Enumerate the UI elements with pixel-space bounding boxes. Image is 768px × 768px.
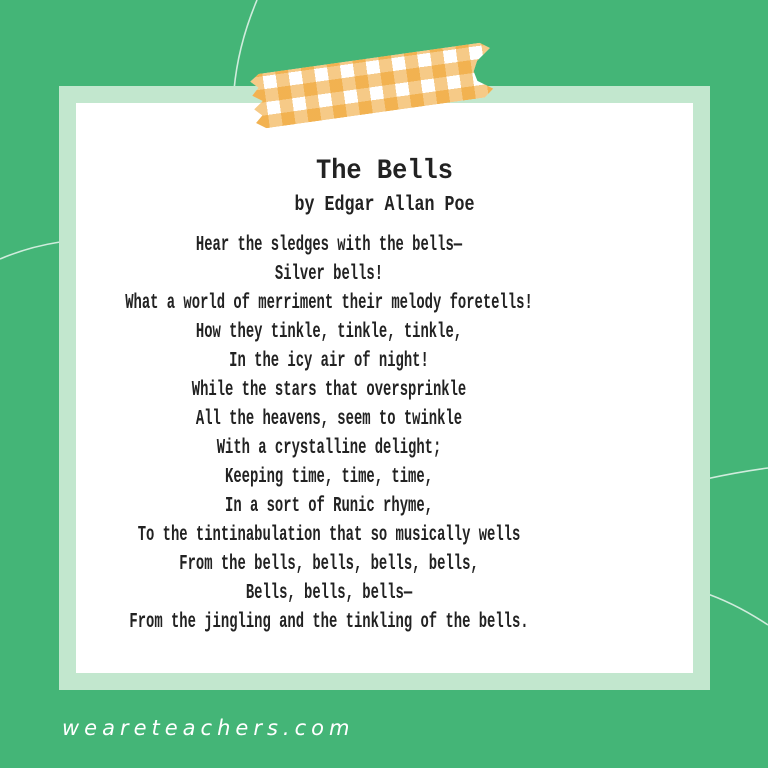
arc-right — [706, 468, 768, 479]
poem-line: From the bells, bells, bells, bells, — [179, 553, 479, 576]
poem-line: From the jingling and the tinkling of the bells. — [129, 611, 529, 634]
poem-line: In the icy air of night! — [229, 350, 429, 373]
poem-line: While the stars that oversprinkle — [191, 379, 467, 402]
poem-byline: by Edgar Allan Poe — [294, 194, 475, 217]
poem-line: How they tinkle, tinkle, tinkle, — [195, 321, 463, 344]
poem-line: Bells, bells, bells— — [245, 582, 413, 605]
poem-card-inner — [76, 103, 693, 673]
poem-title: The Bells — [315, 156, 454, 187]
poem-line: Keeping time, time, time, — [225, 466, 433, 489]
poem-line: To the tintinabulation that so musically wells — [137, 524, 521, 547]
poem-line: With a crystalline delight; — [216, 437, 442, 460]
arc-left — [0, 242, 60, 259]
arc-bottom-right — [702, 592, 768, 625]
poem-body — [111, 231, 547, 637]
site-watermark: weareteachers.com — [62, 716, 355, 740]
poem-line: All the heavens, seem to twinkle — [195, 408, 463, 431]
poem-line: What a world of merriment their melody foretells! — [125, 292, 533, 315]
poem-line: Hear the sledges with the bells— — [195, 234, 463, 257]
poem-line: Silver bells! — [274, 263, 384, 286]
arc-top — [234, 0, 257, 90]
poem-card — [59, 86, 710, 690]
poem-line: In a sort of Runic rhyme, — [225, 495, 433, 518]
